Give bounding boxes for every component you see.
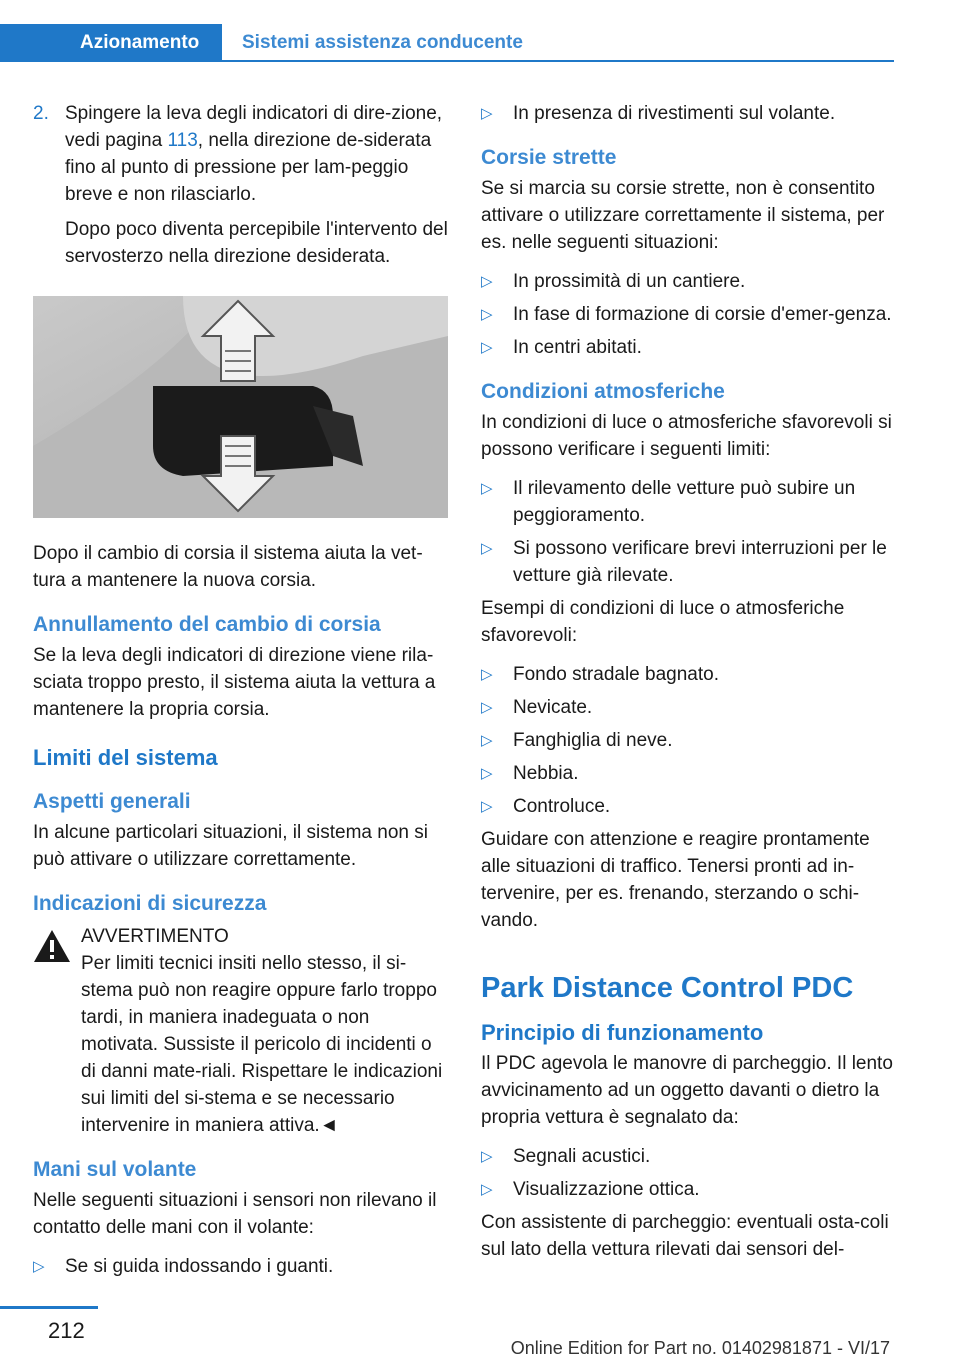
list-item [33,1253,448,1280]
pdc-heading: Park Distance Control PDC [481,972,854,1004]
header-rule [222,60,894,62]
list-item [481,793,896,820]
narrow-text: Se si marcia su corsie strette, non è consentito attivare o utilizzare correttamente il sistema, per es. nelle seguenti situazioni: [481,178,885,253]
step-number: 2. [33,103,49,124]
general-heading: Aspetti generali [33,790,191,813]
list-item [481,475,896,529]
bullet-icon: ▷ [481,1181,493,1198]
bullet-icon: ▷ [481,765,493,782]
annul-heading: Annullamento del cambio di corsia [33,613,381,636]
bullet-icon: ▷ [481,666,493,683]
edition-label: Online Edition for Part no. 01402981871 - VI/17 [510,1338,890,1358]
bullet-icon: ▷ [481,339,493,356]
list-item-text: In presenza di rivestimenti sul volante. [513,103,836,124]
bullet-icon: ▷ [33,1258,45,1275]
list-item-text: Se si guida indossando i guanti. [65,1256,334,1277]
step-2-note: Dopo poco diventa percepibile l'intervento del servosterzo nella direzione desiderata. [65,219,448,267]
tab-sistemi-assistenza[interactable]: Sistemi assistenza conducente [242,32,523,53]
bullet-icon: ▷ [481,540,493,557]
right-column [481,100,896,1275]
list-item [481,100,896,127]
turn-signal-lever-figure [33,296,448,518]
page-link[interactable]: 113 [167,130,198,151]
bullet-icon: ▷ [481,273,493,290]
page-number: 212 [48,1318,85,1343]
list-item [481,727,896,754]
assist-text: Con assistente di parcheggio: eventuali osta-coli sul lato della vettura rilevati dai sensori del- [481,1212,889,1260]
list-item [481,694,896,721]
list-item [481,301,896,328]
after-figure-text: Dopo il cambio di corsia il sistema aiuta la vet-tura a mantenere la nuova corsia. [33,543,423,591]
weather-heading: Condizioni atmosferiche [481,380,725,403]
step-text [65,100,448,208]
header-tabbar [0,24,960,62]
drive-text: Guidare con attenzione e reagire prontamente alle situazioni di traffico. Tenersi pronti ad in-tervenire, per es. frenando, sterzando o schi-vando. [481,829,870,931]
list-item-text: Controluce. [513,796,611,817]
list-item [481,1176,896,1203]
bullet-icon: ▷ [481,480,493,497]
left-column [33,100,448,1286]
warning-block [33,923,448,1139]
warning-text: Per limiti tecnici insiti nello stesso, il si-stema può non reagire oppure farlo troppo tardi, in maniera inadeguata o non motivata. Sussiste il pericolo di incidenti o di danni mate-riali. Rispettare le indicazioni sui limiti del si-stema e se necessario intervenire in maniera attiva.◄ [81,953,443,1136]
list-item-text: In centri abitati. [513,337,642,358]
list-item-text: Visualizzazione ottica. [513,1179,700,1200]
step-2 [33,100,448,208]
principle-text: Il PDC agevola le manovre di parcheggio. Il lento avvicinamento ad un oggetto davanti o dietro la propria vettura è segnalato da: [481,1053,893,1128]
bullet-icon: ▷ [481,306,493,323]
hands-text: Nelle seguenti situazioni i sensori non rilevano il contatto delle mani con il volante: [33,1190,437,1238]
list-item [481,1143,896,1170]
bullet-icon: ▷ [481,105,493,122]
hands-heading: Mani sul volante [33,1158,197,1181]
limits-heading: Limiti del sistema [33,745,218,770]
list-item-text: Fanghiglia di neve. [513,730,673,751]
list-item-text: In fase di formazione di corsie d'emer-genza. [513,304,892,325]
list-item [481,334,896,361]
list-item-text: Nebbia. [513,763,579,784]
examples-text: Esempi di condizioni di luce o atmosferiche sfavorevoli: [481,598,845,646]
list-item-text: Segnali acustici. [513,1146,651,1167]
annul-text: Se la leva degli indicatori di direzione viene rila-sciata troppo presto, il sistema aiuta la vettura a mantenere la propria corsia. [33,645,436,720]
bullet-icon: ▷ [481,798,493,815]
weather-text: In condizioni di luce o atmosferiche sfavorevoli si possono verificare i seguenti limiti: [481,412,892,460]
bullet-icon: ▷ [481,732,493,749]
list-item [481,661,896,688]
warning-triangle-icon [33,929,71,963]
footer-rule [0,1306,98,1309]
general-text: In alcune particolari situazioni, il sistema non si può attivare o utilizzare correttamente. [33,822,428,870]
tab-azionamento[interactable]: Azionamento [0,24,222,62]
principle-heading: Principio di funzionamento [481,1020,764,1045]
step-text-b: , nella direzione de-siderata fino al punto di pressione per lam-peggio breve e non rilasciarlo. [65,130,432,205]
warning-title: AVVERTIMENTO [81,926,229,947]
warning-text-first [81,950,448,1139]
list-item-text: Si possono verificare brevi interruzioni per le vetture già rilevate. [513,538,887,586]
list-item-text: Fondo stradale bagnato. [513,664,719,685]
bullet-icon: ▷ [481,699,493,716]
safety-heading: Indicazioni di sicurezza [33,892,267,915]
list-item-text: Il rilevamento delle vetture può subire un peggioramento. [513,478,856,526]
list-item [481,535,896,589]
list-item [481,760,896,787]
narrow-heading: Corsie strette [481,146,617,169]
list-item-text: In prossimità di un cantiere. [513,271,746,292]
list-item [481,268,896,295]
bullet-icon: ▷ [481,1148,493,1165]
list-item-text: Nevicate. [513,697,593,718]
step-text-a: Spingere la leva degli indicatori di dire-zione, vedi pagina [65,103,443,151]
